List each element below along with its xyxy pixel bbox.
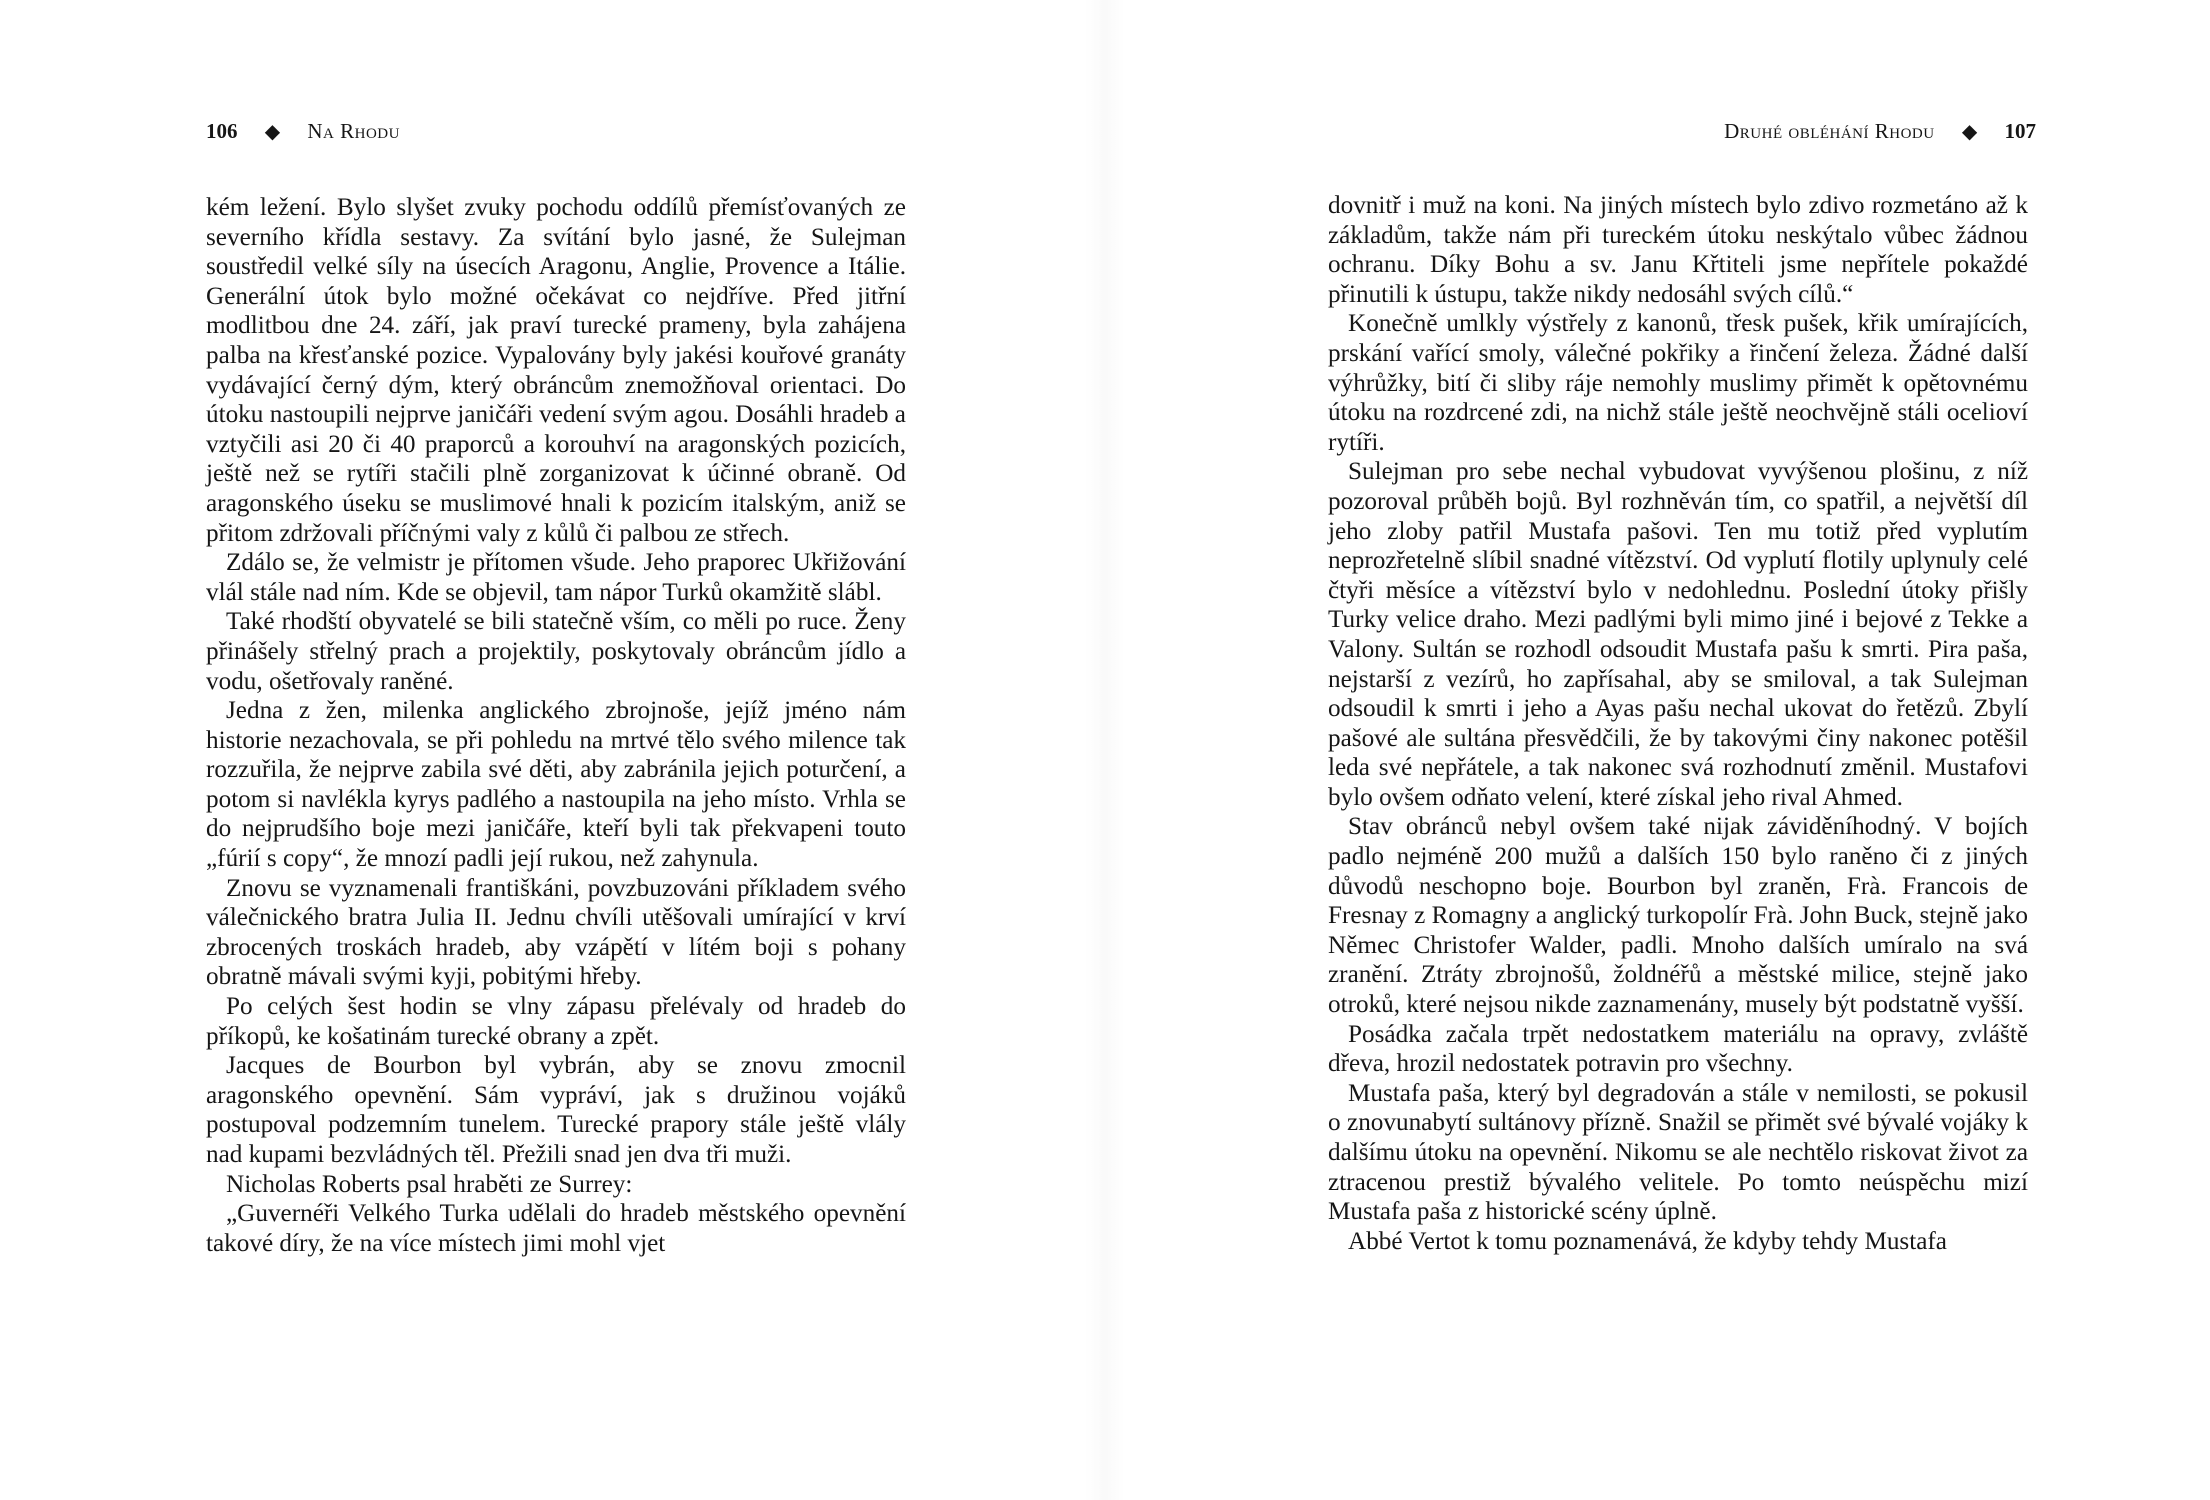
paragraph: Po celých šest hodin se vlny zápasu přelévaly od hradeb do příkopů, ke košatinám turecké obrany a zpět. [206,993,906,1050]
paragraph: dovnitř i muž na koni. Na jiných místech bylo zdivo rozmetáno až k základům, takže nám při tureckém útoku neskýtalo vůbec žádnou ochranu. Díky Bohu a sv. Janu Křtiteli jsme nepřítele pokaždé přinutili k ústupu, takže nikdy nedosáhl svých cílů.“ [1328,192,2028,308]
page-number-right: 107 [2004,119,2036,143]
paragraph: Stav obránců nebyl ovšem také nijak záviděníhodný. V bojích padlo nejméně 200 mužů a dalších 150 bylo raněno či z jiných důvodů neschopno boje. Bourbon byl zraněn, Frà. Francois de Fresnay z Romagny a anglický turkopolír Frà. John Buck, stejně jako Němec Christofer Walder, padli. Mnoho dalších umíralo na svá zranění. Ztráty zbrojnošů, žoldnéřů a městské milice, stejně jako otroků, které nejsou nikde zaznamenány, musely být podstatně vyšší. [1328,813,2028,1019]
diamond-icon: ◆ [1961,121,1978,143]
right-page [1105,0,2210,1500]
diamond-icon: ◆ [264,121,281,143]
paragraph: Jacques de Bourbon byl vybrán, aby se znovu zmocnil aragonského opevnění. Sám vypráví, jak s družinou vojáků postupoval podzemním tunelem. Turecké prapory stále ještě vlály nad kupami bezvládných těl. Přežili snad jen dva tři muži. [206,1052,906,1168]
paragraph: kém ležení. Bylo slyšet zvuky pochodu oddílů přemísťovaných ze severního křídla sestavy. Za svítání bylo jasné, že Sulejman soustředil velké síly na úsecích Aragonu, Anglie, Provence a Itálie. Generální útok bylo možné očekávat co nejdříve. Před jitřní modlitbou dne 24. září, jak praví turecké prameny, byla zahájena palba na křesťanské pozice. Vypalovány byly jakési kouřové granáty vydávající černý dým, který obráncům znemožňoval orientaci. Do útoku nastoupili nejprve janičáři vedení svým agou. Dosáhli hradeb a vztyčili asi 20 či 40 praporců a korouhví na aragonských pozicích, ještě než se rytíři stačili plně zorganizovat k účinné obraně. Od aragonského úseku se muslimové hnali k pozicím italským, aniž se přitom zdržovali příčnými valy z kůlů či palbou ze střech. [206,194,906,547]
paragraph: Jedna z žen, milenka anglického zbrojnoše, jejíž jméno nám historie nezachovala, se při pohledu na mrtvé tělo svého milence tak rozzuřila, že nejprve zabila své děti, aby zabránila jejich poturčení, a potom si navlékla kyrys padlého a nastoupila na jeho místo. Vrhla se do nejprudšího boje mezi janičáře, kteří byli tak překvapeni touto „fúrií s copy“, že mnozí padli její rukou, než zahynula. [206,697,906,873]
paragraph: Abbé Vertot k tomu poznamenává, že kdyby tehdy Mustafa [1348,1227,1947,1255]
paragraph: Mustafa paša, který byl degradován a stále v nemilosti, se pokusil o znovunabytí sultánovy přízně. Snažil se přimět své bývalé vojáky k dalšímu útoku na opevnění. Nikomu se ale nechtělo riskovat život za ztracenou prestiž bývalého velitele. Po tomto neúspěchu mizí Mustafa paša z historické scény úplně. [1328,1079,2028,1226]
left-page-body [206,193,906,1258]
paragraph: Nicholas Roberts psal hraběti ze Surrey: [226,1170,633,1198]
running-title-right: Druhé obléhání Rhodu [1724,119,1935,143]
paragraph: Konečně umlkly výstřely z kanonů, třesk pušek, křik umírajících, prskání vařící smoly, válečné pokřiky a řinčení železa. Žádné další výhrůžky, bití či sliby ráje nemohly muslimy přimět k opětovnému útoku na rozdrcené zdi, na nichž stále ještě neochvějně stáli ocelioví rytíři. [1328,310,2028,456]
right-page-body [1328,191,2028,1256]
paragraph: Znovu se vyznamenali františkáni, povzbuzováni příkladem svého válečnického bratra Julia II. Jednu chvíli utěšovali umírající v krví zbrocených troskách hradeb, aby vzápětí v lítém boji s pohany obratně mávali svými kyji, pobitými hřeby. [206,874,906,991]
running-title-left: Na Rhodu [307,119,400,143]
paragraph: Posádka začala trpět nedostatkem materiálu na opravy, zvláště dřeva, hrozil nedostatek potravin pro všechny. [1328,1020,2028,1078]
left-page-header [206,118,400,145]
right-page-header [1724,118,2036,145]
page-number-left: 106 [206,119,238,143]
paragraph: „Guvernéři Velkého Turka udělali do hradeb městského opevnění takové díry, že na více místech jimi mohl vjet [206,1200,906,1257]
paragraph: Také rhodští obyvatelé se bili statečně vším, co měli po ruce. Ženy přinášely střelný prach a projektily, poskytovaly obráncům jídlo a vodu, ošetřovaly raněné. [206,608,906,695]
paragraph: Zdálo se, že velmistr je přítomen všude. Jeho praporec Ukřižování vlál stále nad ním. Kde se objevil, tam nápor Turků okamžitě slábl. [206,549,906,606]
paragraph: Sulejman pro sebe nechal vybudovat vyvýšenou plošinu, z níž pozoroval průběh bojů. Byl rozhněván tím, co spatřil, a největší díl jeho zloby patřil Mustafa pašovi. Ten mu totiž před vyplutím neprozřetelně slíbil snadné vítězství. Od vyplutí flotily uplynuly celé čtyři měsíce a vítězství bylo v nedohlednu. Poslední útoky přišly Turky velice draho. Mezi padlými byli mimo jiné i bejové z Tekke a Valony. Sultán se rozhodl odsoudit Mustafa pašu k smrti. Pira paša, nejstarší z vezírů, ho zapřísahal, aby se smiloval, a tak Sulejman odsoudil k smrti i jeho a Ayas pašu nechal ukovat do řetězů. Zbylí pašové ale sultána přesvědčili, že by takovými činy nakonec potěšil leda své nepřátele, a tak nakonec svá rozhodnutí změnil. Mustafovi bylo ovšem odňato velení, které získal jeho rival Ahmed. [1328,458,2028,811]
